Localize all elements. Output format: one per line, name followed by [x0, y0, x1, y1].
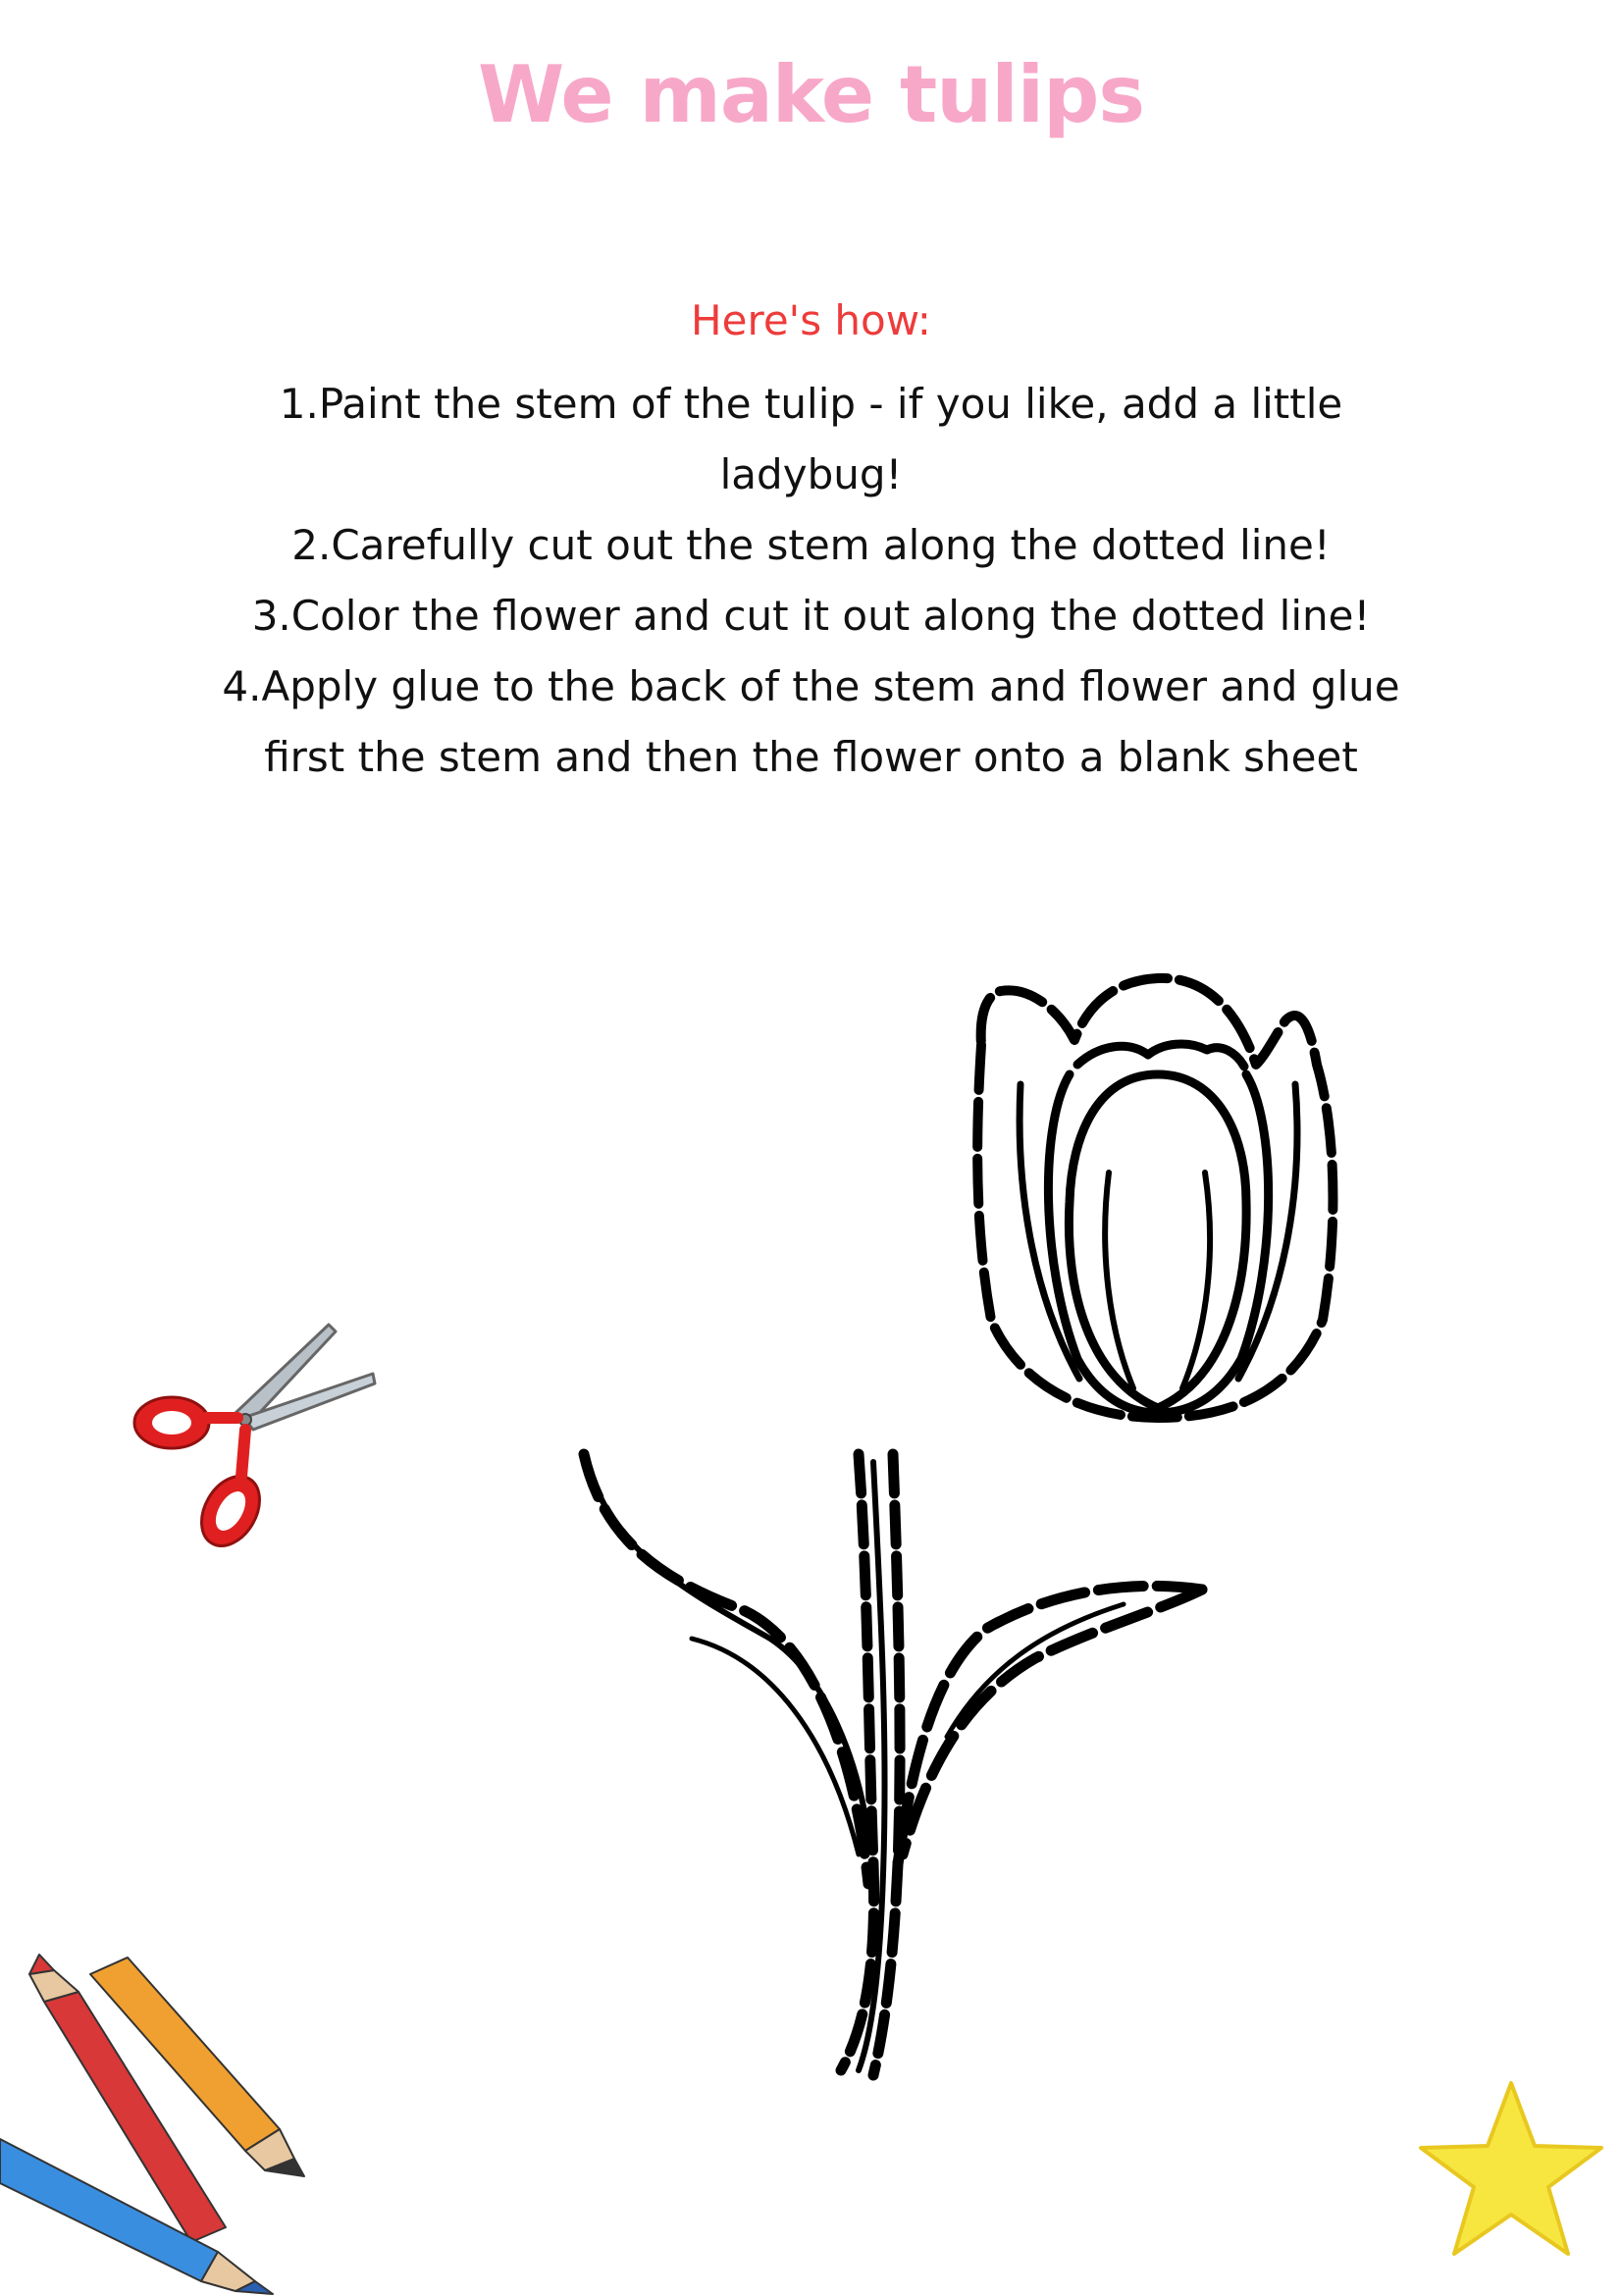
step-text: Paint the stem of the tulip - if you like, add a little ladybug!	[318, 380, 1343, 498]
step-number: 4.	[222, 662, 262, 710]
tulip-stem-outline-icon	[574, 1442, 1222, 2090]
instruction-step	[174, 510, 1449, 581]
instruction-list	[0, 369, 1622, 793]
tulip-flower-outline-icon	[962, 966, 1354, 1428]
step-number: 1.	[279, 380, 319, 428]
instruction-step	[203, 652, 1420, 793]
step-text: Apply glue to the back of the stem and flower and glue first the stem and then the flower onto a blank sheet	[261, 662, 1400, 781]
step-number: 3.	[251, 592, 291, 640]
step-number: 2.	[291, 521, 332, 569]
instruction-step	[262, 369, 1361, 510]
scissors-icon	[128, 1320, 383, 1555]
instruction-step	[174, 581, 1449, 652]
step-text: Color the flower and cut it out along the dotted line!	[290, 592, 1371, 640]
step-text: Carefully cut out the stem along the dotted line!	[331, 521, 1331, 569]
page-title: We make tulips	[478, 49, 1144, 140]
colored-pencils-icon	[0, 1953, 353, 2296]
star-icon	[1413, 2075, 1609, 2271]
instructions-intro: Here's how:	[691, 296, 931, 344]
